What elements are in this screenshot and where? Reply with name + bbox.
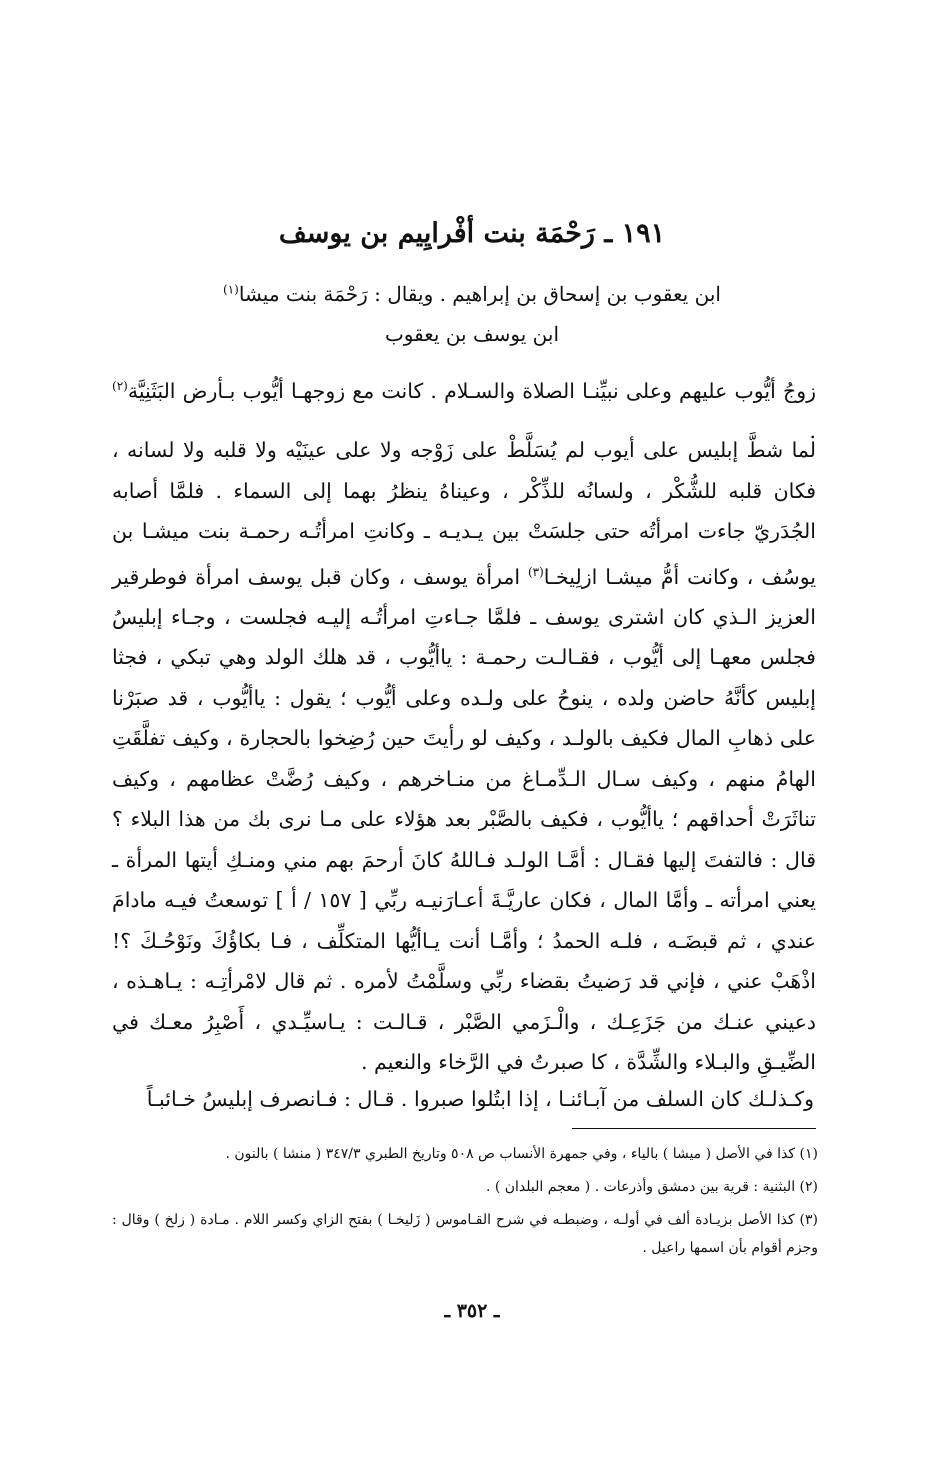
footnote-2: (٢) البثنية : قرية بين دمشق وأذرعات . ( معجم البلدان ) . (485, 1179, 818, 1195)
paragraph-story-part1: لما شطَّ إبليس على أيوب لم يُسَلَّطْ على زَوْجه ولا على عينَيْه ولا قلبه ولا لسانه ، فكان قلبه للشُّكْر ، ولسانُه للذِّكْر ، وعيناهُ ينظرُ بهما إلى السماء . فلمَّا أصابه الجُدَريّ جاءت امرأتُه حتى جلسَتْ بين يـديـه ـ وكانتِ امرأتُـه رحمـة بنت ميشـا بن يوسُف ، وكانت أمُّ ميشـا ازلِيخـا (112, 438, 817, 589)
entry-lineage (0, 282, 944, 306)
paragraph-closing: وكـذلـك كان السلف من آبـائنـا ، إذا ابتُلوا صبروا . قـال : فـانصرف إبليسُ خـائبـاً (146, 1087, 814, 1111)
footnote-1: (١) كذا في الأصل ( ميشا ) بالياء ، وفي جمهرة الأنساب ص ٥٠٨ وتاريخ الطبري ٣٤٧/٣ ( منشا ) بالنون . (225, 1146, 818, 1162)
entry-title: ١٩١ ـ رَحْمَة بنت أفْرايِيم بن يوسف (278, 218, 666, 249)
footnote-ref-3: (٣) (527, 564, 544, 579)
paragraph-story-part2: امرأة يوسف ، وكان قبل يوسف امرأة فوطرقير العزيز الـذي كان اشترى يوسف ـ فلمَّا جـاءتِ امرأتُـه إليـه فجلست ، وجـاء إبليسُ فجلس معهـا إلى أيُّوب ، فقـالـت رحمـة : ياأيُّوب ، قد هلك الولد وهي تبكي ، فجثا إبليس كأنَّهُ حاضن ولده ، ينوحُ على ولـده وعلى أيُّوب ؛ يقول : ياأيُّوب ، قد صبَرْنا على ذهابِ المال فكيف بالولـد ، وكيف لو رأيتَ حين رُضِخوا بالحجارة ، وكيف تفلَّقَتِ الهامُ منهم ، وكيف سـال الـدِّمـاغ من منـاخرهم ، وكيف رُضَّتْ عظامهم ، وكيف تناثَرَتْ أحداقهم ؛ ياأيُّوب ، فكيف بالصَّبْر بعد هؤلاء على مـا نرى بك من هذا البلاء ؟ قال : فالتفتَ إليها فقـال : أمَّـا الولـد فـاللهُ كانَ أرحمَ بهم مني ومنـكِ أيتها المرأة ـ يعني امرأته ـ وأمَّا المال ، فكان عاريَّـةَ أعـارَنيـه ربِّي [ ١٥٧ / أ ] توسعتُ فيـه مادامَ عندي ، ثم قبضَـه ، فلـه الحمدُ ؛ وأمَّـا أنت يـاأيُّها المتكلِّف ، فـا بكاؤُكَ ونَوْحُـكَ ؟! اذْهَبْ عني ، فإني قد رَضيتُ بقضاء ربِّي وسلَّمْتُ لأمره . ثم قال لامْرأتِـه : يـاهـذه ، دعيني عنـك من جَزَعِـك ، والْـزَمي الصَّبْر ، قـالـت : يـاسيِّـدي ، أَصْبِرُ معـك في الضِّيـقِ والبـلاء والشِّدَّة ، كا صبرتُ في الرَّخاء والنعيم . (112, 564, 817, 1075)
paragraph-intro-end: . (809, 419, 816, 444)
paragraph-intro-text: زوجُ أيُّوب عليهم وعلى نبيِّنـا الصلاة والسـلام . كانت مع زوجهـا أيُّوب بـأرض البَثَنِيَّة (127, 378, 816, 403)
paragraph-story (112, 430, 816, 1083)
footnote-3: (٣) كذا الأصل بزيـادة ألف في أولـه ، وضبطـه في شرح القـاموس ( زَليخـا ) بفتح الزاي وكسر اللام . مـادة ( زلخ ) وقال : وجزم أقوام بأن اسمها راعيل . (112, 1212, 818, 1256)
footnote-ref-2: (٢) (112, 379, 128, 393)
entry-lineage-continued: ابن يوسف بن يعقوب (384, 322, 560, 346)
footnote-separator (572, 1128, 816, 1129)
footnotes (112, 1140, 818, 1267)
footnote-ref-1: (١) (223, 282, 239, 297)
entry-lineage-text: ابن يعقوب بن إسحاق بن إبراهيم . ويقال : رَحْمَة بنت ميشا (238, 282, 721, 306)
page-number: ـ ٣٥٢ ـ (444, 1300, 500, 1322)
